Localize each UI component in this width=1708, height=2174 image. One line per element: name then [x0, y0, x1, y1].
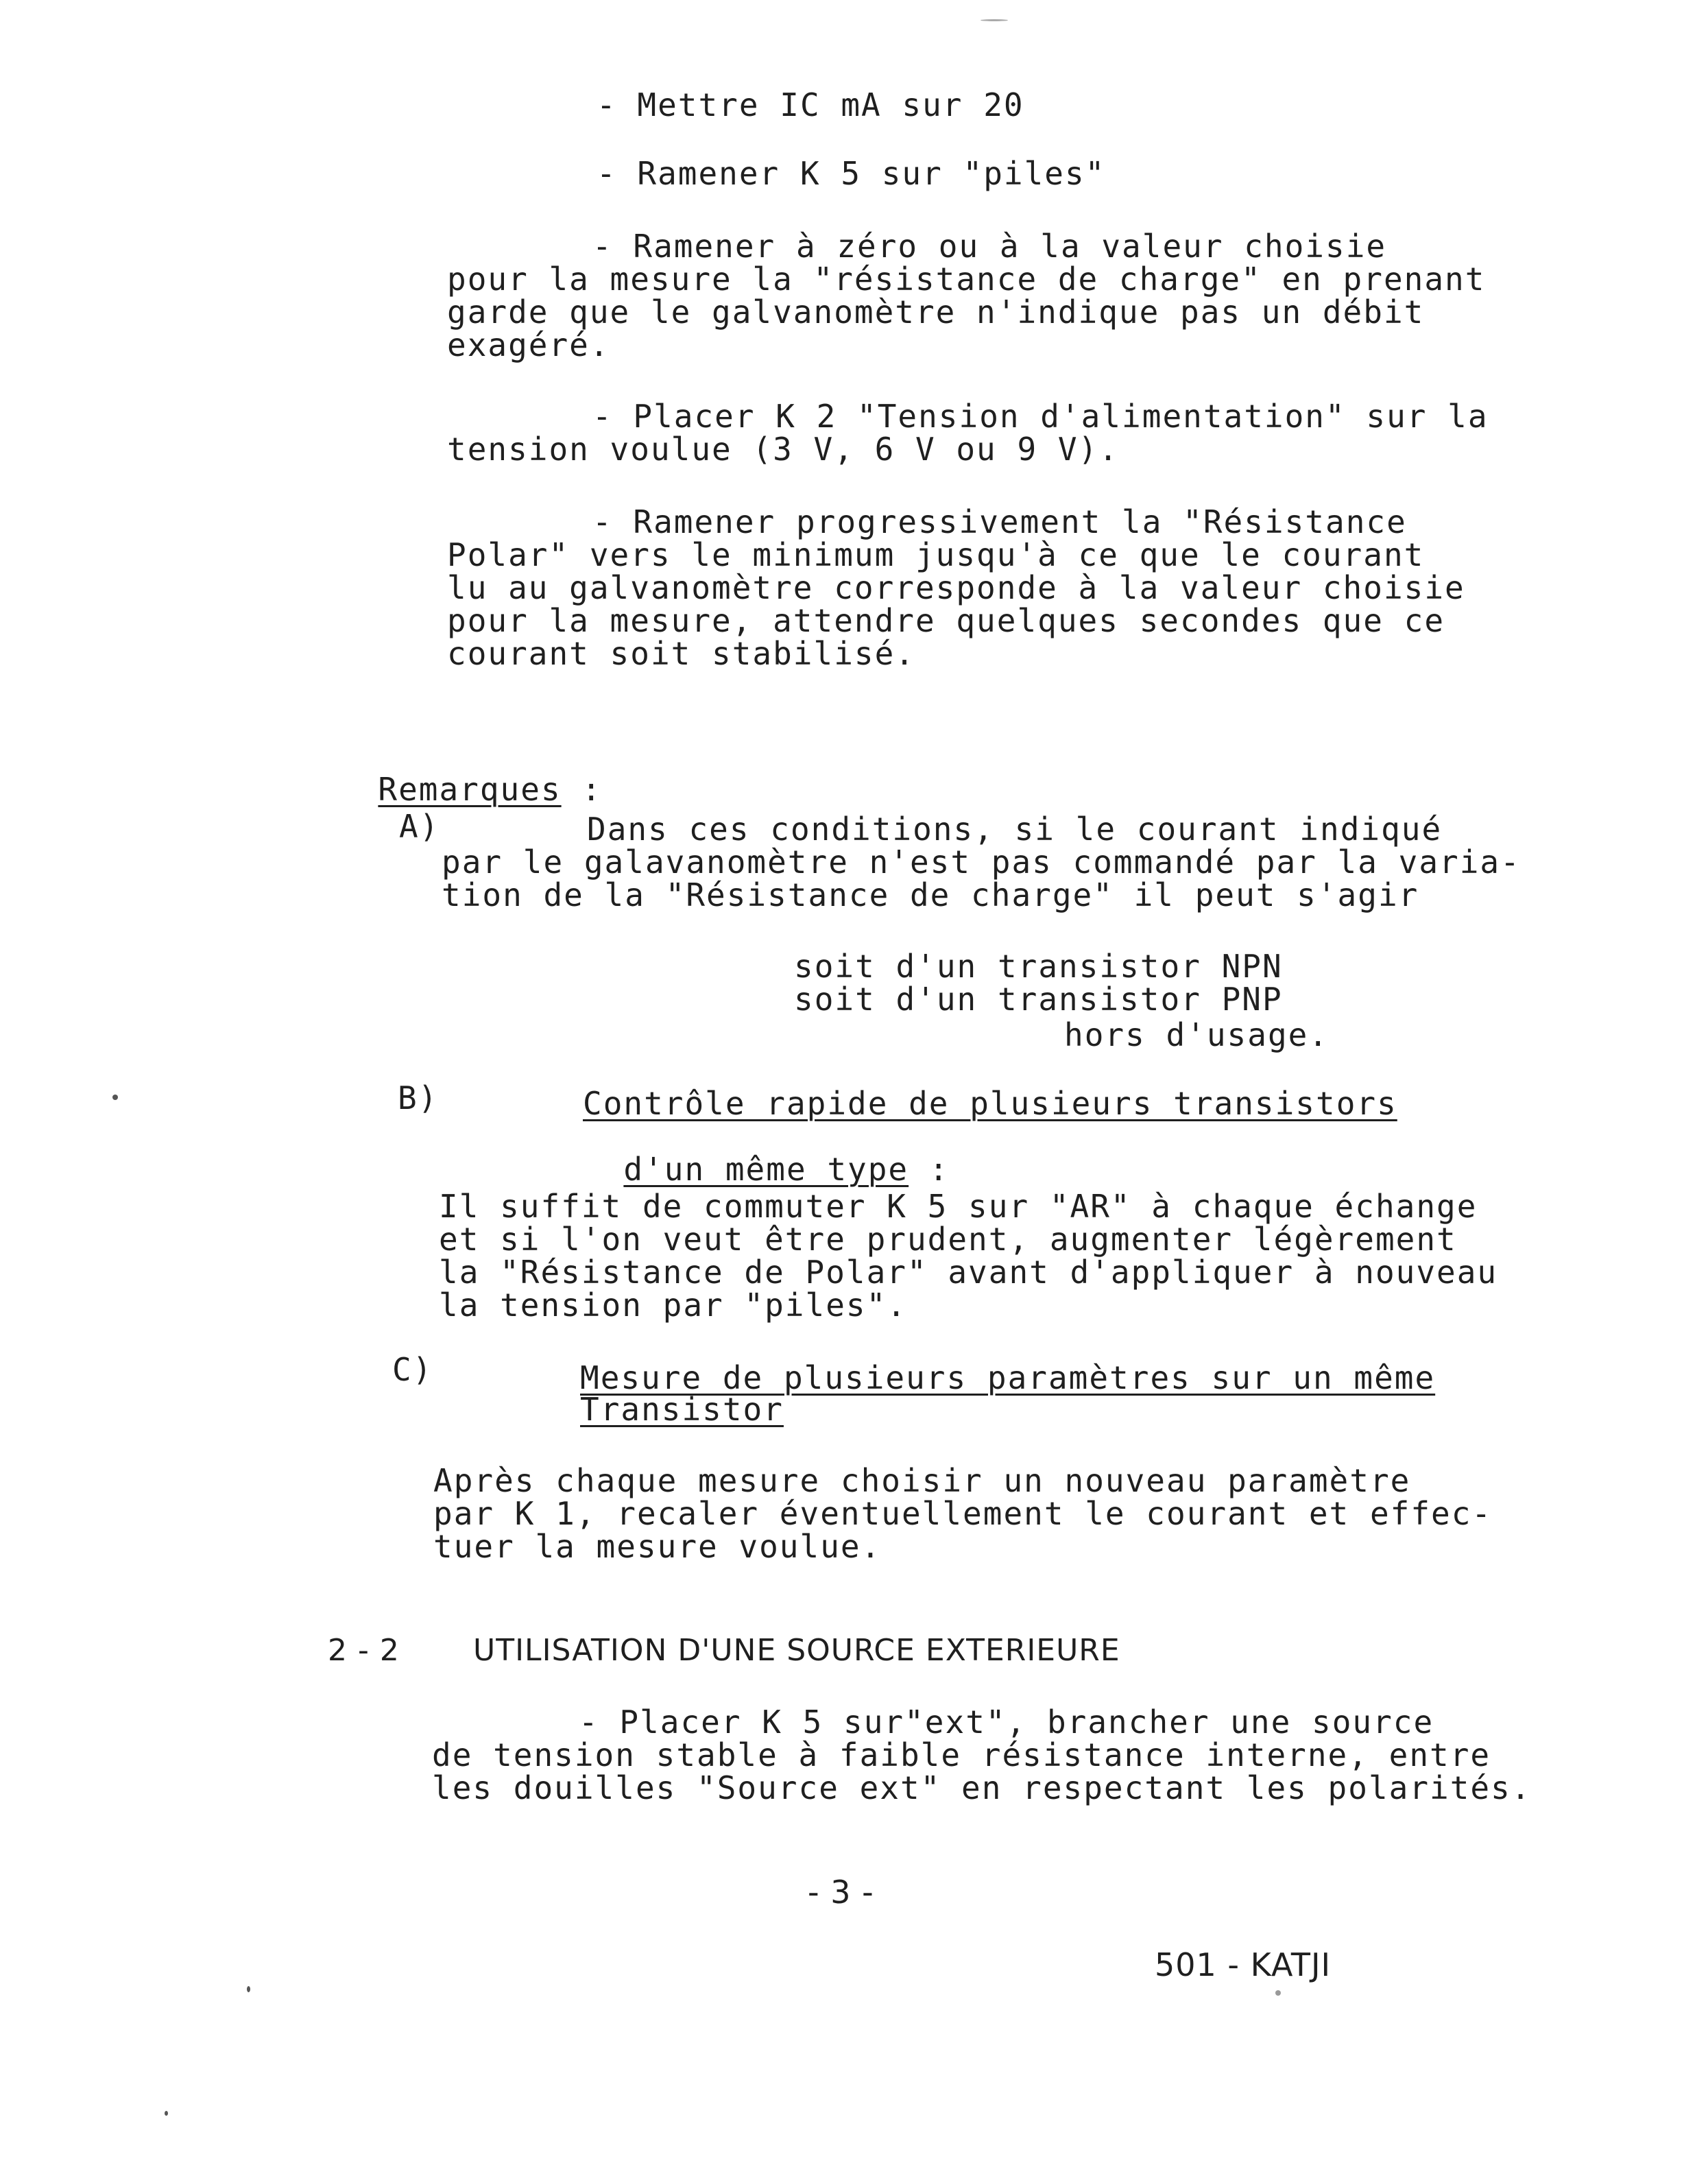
remark-a-list-pnp: soit d'un transistor PNP: [794, 981, 1283, 1018]
remark-b-title-suffix: :: [928, 1151, 950, 1188]
scan-speck: [165, 2111, 168, 2116]
remark-b-line-2: et si l'on veut être prudent, augmenter légèrement: [439, 1221, 1457, 1258]
step-mettre-ic: - Mettre IC mA sur 20: [597, 86, 1024, 123]
remark-a-label: A): [399, 808, 440, 845]
remark-c-title-line-1: Mesure de plusieurs paramètres sur un même: [580, 1359, 1436, 1396]
remark-a-line-2: par le galavanomètre n'est pas commandé par la varia-: [442, 844, 1521, 881]
remark-b-title-line-2-block: [583, 1118, 950, 1186]
remark-c-title-line-2: Transistor: [580, 1391, 784, 1428]
step-placer-k2-line-2: tension voulue (3 V, 6 V ou 9 V).: [447, 431, 1119, 468]
remark-b-line-4: la tension par "piles".: [439, 1287, 907, 1324]
remark-b-title-line-1: Contrôle rapide de plusieurs transistors: [583, 1085, 1397, 1122]
remark-a-line-1: Dans ces conditions, si le courant indiqué: [587, 811, 1443, 848]
step-ramener-progressivement-line-5: courant soit stabilisé.: [447, 635, 915, 672]
remark-b-label: B): [398, 1079, 439, 1116]
remark-a-list-hors-usage: hors d'usage.: [1064, 1016, 1330, 1053]
step-ramener-zero-line-3: garde que le galvanomètre n'indique pas un débit: [447, 294, 1425, 331]
step-ramener-progressivement-line-3: lu au galvanomètre corresponde à la valeur choisie: [447, 569, 1465, 606]
remark-b-title-line-2: d'un même type: [623, 1151, 909, 1188]
remarks-heading: Remarques: [378, 771, 562, 808]
step-ramener-progressivement-line-1: - Ramener progressivement la "Résistance: [592, 503, 1407, 540]
remark-c-label: C): [392, 1351, 433, 1388]
section-line-3: les douilles "Source ext" en respectant les polarités.: [432, 1769, 1532, 1806]
remark-b-line-3: la "Résistance de Polar" avant d'appliquer à nouveau: [439, 1254, 1498, 1291]
scan-speck: [247, 1986, 250, 1992]
section-title: UTILISATION D'UNE SOURCE EXTERIEURE: [473, 1633, 1120, 1668]
step-ramener-zero-line-1: - Ramener à zéro ou à la valeur choisie: [592, 228, 1387, 265]
scan-speck: [981, 19, 1008, 21]
scan-speck: [112, 1095, 118, 1100]
remark-c-line-2: par K 1, recaler éventuellement le courant et effec-: [433, 1495, 1493, 1532]
section-line-1: - Placer K 5 sur"ext", brancher une source: [579, 1704, 1434, 1741]
document-reference: 501 - KATJI: [1155, 1946, 1332, 1983]
step-ramener-progressivement-line-4: pour la mesure, attendre quelques secondes que ce: [447, 602, 1445, 639]
remark-b-line-1: Il suffit de commuter K 5 sur "AR" à chaque échange: [439, 1188, 1478, 1225]
remark-a-line-3: tion de la "Résistance de charge" il peut s'agir: [442, 876, 1419, 913]
step-placer-k2-line-1: - Placer K 2 "Tension d'alimentation" sur la: [592, 398, 1489, 435]
section-number: 2 - 2: [328, 1633, 400, 1668]
step-ramener-progressivement-line-2: Polar" vers le minimum jusqu'à ce que le courant: [447, 536, 1425, 573]
remark-c-line-3: tuer la mesure voulue.: [433, 1528, 882, 1565]
step-ramener-zero-line-2: pour la mesure la "résistance de charge" en prenant: [447, 261, 1486, 298]
step-ramener-zero-line-4: exagéré.: [447, 326, 610, 363]
section-line-2: de tension stable à faible résistance interne, entre: [432, 1736, 1491, 1773]
remark-c-line-1: Après chaque mesure choisir un nouveau paramètre: [433, 1462, 1411, 1499]
page-number: - 3 -: [808, 1874, 874, 1911]
remark-a-list-npn: soit d'un transistor NPN: [794, 948, 1283, 985]
remarks-heading-block: [337, 738, 602, 807]
scan-speck: [1275, 1990, 1281, 1996]
remarks-colon: :: [581, 771, 603, 808]
step-ramener-k5: - Ramener K 5 sur "piles": [597, 155, 1106, 192]
